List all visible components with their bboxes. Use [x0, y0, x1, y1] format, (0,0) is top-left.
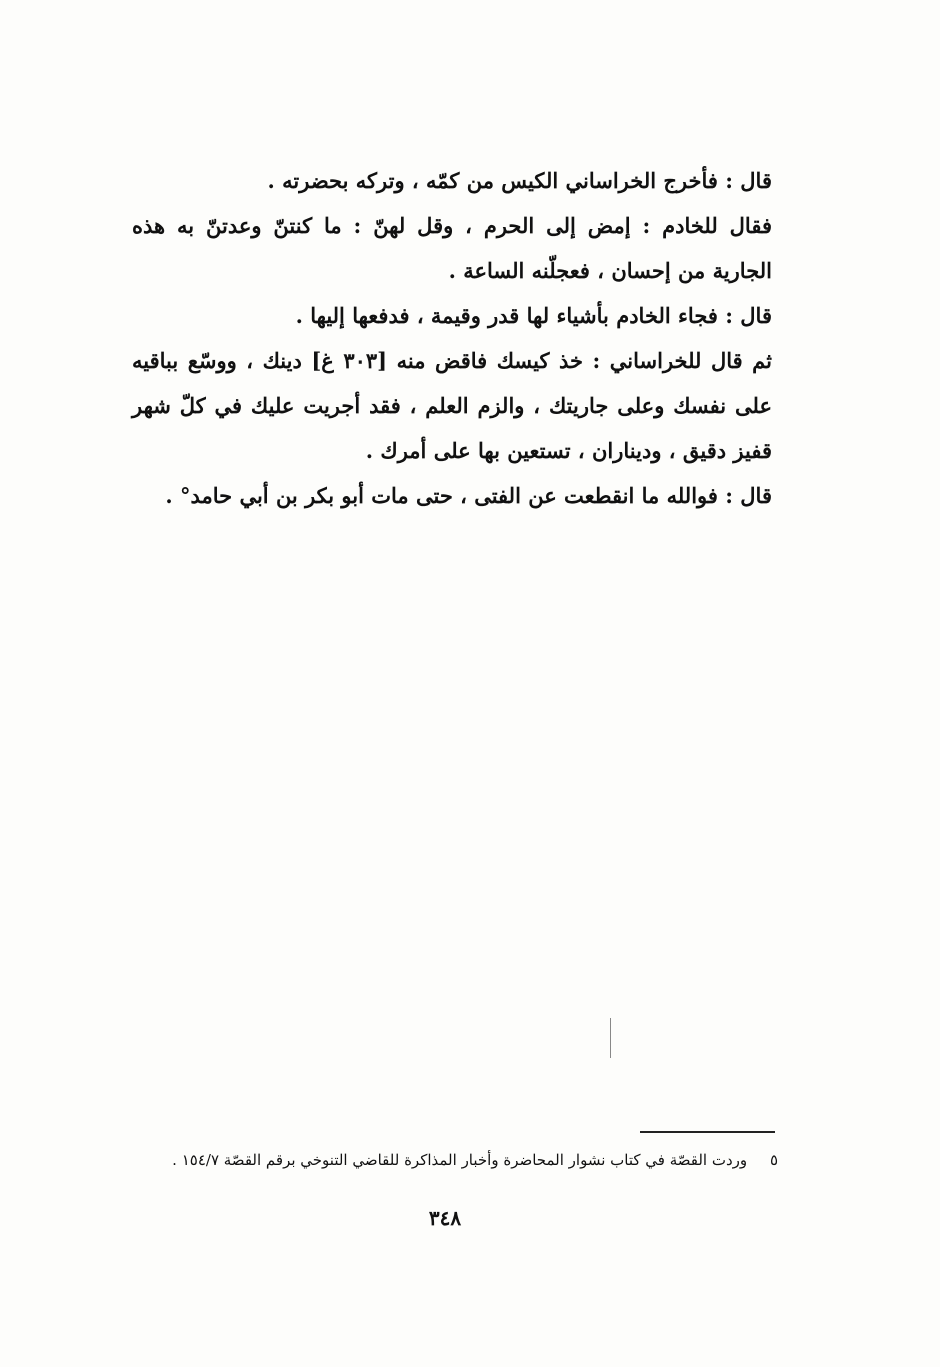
page-number: ٣٤٨	[428, 1206, 462, 1230]
paragraph-4: ثم قال للخراساني : خذ كيسك فاقض منه [٣٠٣ غ] دينك ، ووسّع بباقيه على نفسك وعلى جاريتك ، والزم العلم ، فقد أجريت عليك في كلّ شهر قفيز دقيق ، وديناران ، تستعين بها على أمرك .	[132, 348, 772, 463]
paragraph-3: قال : فجاء الخادم بأشياء لها قدر وقيمة ، فدفعها إليها .	[295, 303, 772, 328]
footnote-marker: ٥	[769, 1151, 778, 1169]
paragraph-1: قال : فأخرج الخراساني الكيس من كمّه ، وتركه بحضرته .	[267, 168, 772, 193]
main-text	[132, 158, 772, 518]
paragraph-2: فقال للخادم : إمض إلى الحرم ، وقل لهنّ : ما كنتنّ وعدتنّ به هذه الجارية من إحسان ، فعجلّنه الساعة .	[132, 213, 772, 283]
footnote	[158, 1148, 778, 1172]
footnote-divider	[640, 1131, 775, 1133]
paragraph-5: قال : فوالله ما انقطعت عن الفتى ، حتى مات أبو بكر بن أبي حامد° .	[165, 483, 772, 508]
page-number-container	[0, 1206, 940, 1230]
footnote-text: وردت القصّة في كتاب نشوار المحاضرة وأخبار المذاكرة للقاضي التنوخي برقم القصّة ١٥٤/٧ .	[172, 1151, 748, 1169]
scan-artifact	[610, 1018, 611, 1058]
